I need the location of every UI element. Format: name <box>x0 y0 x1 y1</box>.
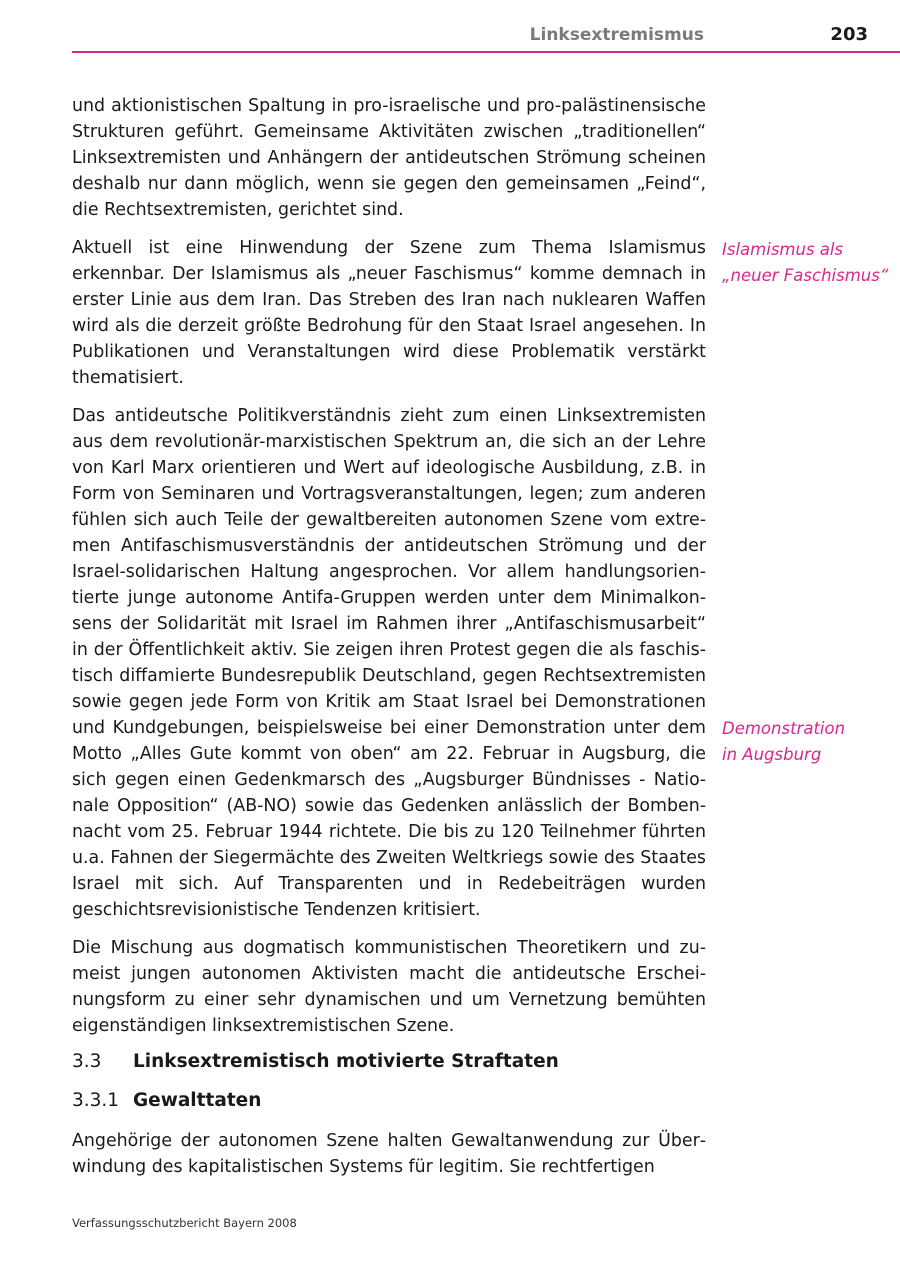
paragraph-2: Aktuell ist eine Hinwendung der Szene zum Thema Islamismus erkennbar. Der Islamismus als „neuer Faschismus“ komme demnach in erster Linie aus dem Iran. Das Streben des Iran nach nuklearen Waffen wird als die derzeit größte Bedrohung für den Staat Israel angesehen. In Publikationen und Veranstaltungen wird diese Problematik verstärkt thematisiert. <box>72 238 706 388</box>
page-number: 203 <box>830 24 868 45</box>
header-divider <box>72 51 900 53</box>
section-title: Linksextremistisch motivierte Straftaten <box>133 1051 559 1072</box>
section-heading-3-3 <box>72 1051 559 1072</box>
section-text-column <box>72 1128 706 1180</box>
paragraph-1: und aktionistischen Spaltung in pro-israelische und pro-palästinensische Strukturen geführt. Gemeinsame Aktivitäten zwischen „traditionellen“ Linksextremisten und Anhängern der antideutschen Strömung scheinen deshalb nur dann möglich, wenn sie gegen den gemeinsamen „Feind“, die Rechtsextremisten, gerichtet sind. <box>72 96 706 220</box>
subsection-title: Gewalttaten <box>133 1090 262 1111</box>
paragraph-5: Angehörige der autonomen Szene halten Gewaltanwendung zur Überwindung des kapitalistischen Systems für legitim. Sie rechtfertigen <box>72 1131 706 1177</box>
margin-note-line: in Augsburg <box>722 745 822 764</box>
subsection-number: 3.3.1 <box>72 1090 120 1111</box>
paragraph-3: Das antideutsche Politikverständnis zieht zum einen Linksextremisten aus dem revolutionär-marxistischen Spektrum an, die sich an der Lehre von Karl Marx orientieren und Wert auf ideologische Ausbildung, z.B. in Form von Seminaren und Vortragsveranstaltungen, legen; zum anderen fühlen sich auch Teile der gewaltbereiten autonomen Szene vom extremen Antifaschismusverständnis der antideutschen Strömung und der Israel-solidarischen Haltung angesprochen. Vor allem handlungsorientierte junge autonome Antifa-Gruppen werden unter dem Minimalkonsens der Solidarität mit Israel im Rahmen ihrer „Antifaschismusarbeit“ in der Öffentlichkeit aktiv. Sie zeigen ihren Protest gegen die als faschistisch diffamierte Bundesrepublik Deutschland, gegen Rechtsextremisten sowie gegen jede Form von Kritik am Staat Israel bei Demonstrationen und Kundgebungen, beispielsweise bei einer Demonstration unter dem Motto „Alles Gute kommt von oben“ am 22. Februar in Augsburg, die sich gegen einen Gedenkmarsch des „Augsburger Bündnisses - Nationale Opposition“ (AB-NO) sowie das Gedenken anlässlich der Bombennacht vom 25. Februar 1944 richtete. Die bis zu 120 Teilnehmer führten u.a. Fahnen der Siegermächte des Zweiten Weltkriegs sowie des Staates Israel mit sich. Auf Transparenten und in Redebeiträgen wurden geschichtsrevisionistische Tendenzen kritisiert. <box>72 406 706 920</box>
margin-note-islamismus <box>722 237 892 289</box>
main-text-column <box>72 93 706 1051</box>
paragraph-4: Die Mischung aus dogmatisch kommunistischen Theoretikern und zumeist jungen autonomen Aktivisten macht die antideutsche Erscheinungsform zu einer sehr dynamischen und um Vernetzung bemühten eigenständigen linksextremistischen Szene. <box>72 938 706 1036</box>
footer-source: Verfassungsschutzbericht Bayern 2008 <box>72 1216 297 1230</box>
section-number: 3.3 <box>72 1051 102 1072</box>
margin-note-line: Demonstration <box>722 719 846 738</box>
section-heading-3-3-1 <box>72 1090 261 1111</box>
margin-note-line: „neuer Faschismus“ <box>722 266 889 285</box>
margin-note-line: Islamismus als <box>722 240 844 259</box>
margin-note-demonstration <box>722 716 892 768</box>
running-title: Linksextremismus <box>529 25 704 45</box>
